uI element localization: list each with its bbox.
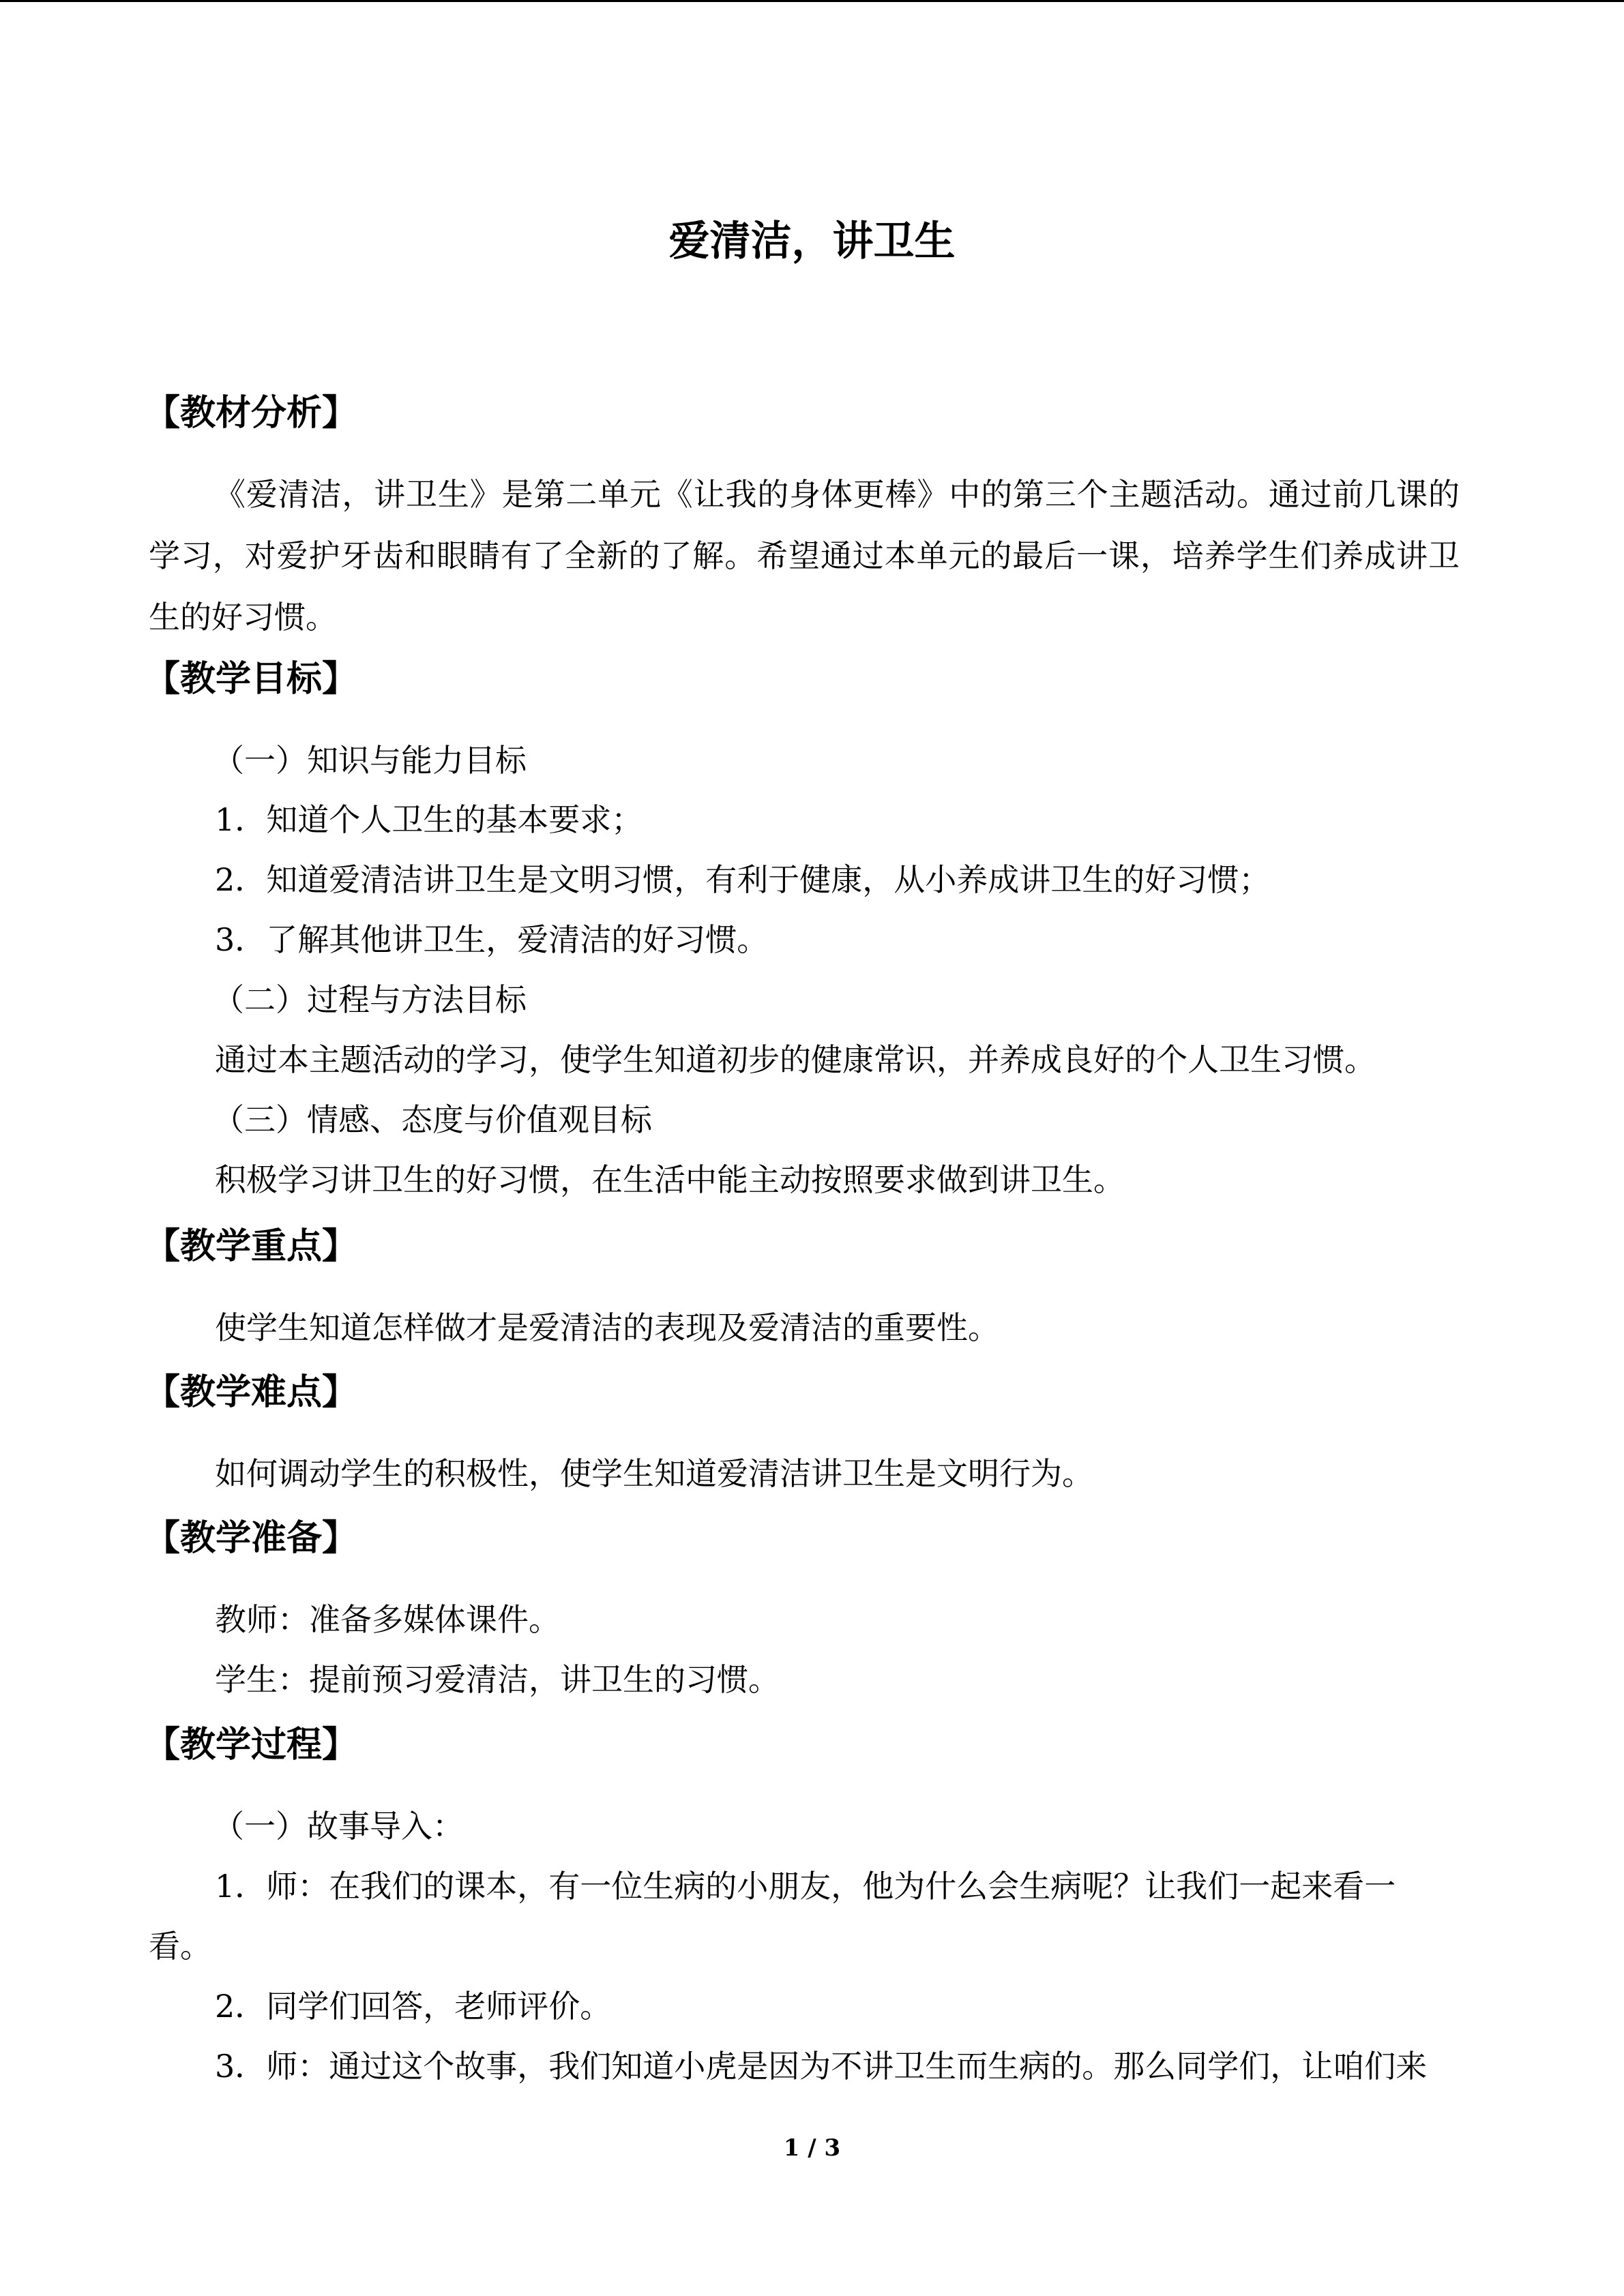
goals-process-text: 通过本主题活动的学习，使学生知道初步的健康常识，并养成良好的个人卫生习惯。: [215, 1041, 1376, 1078]
goals-attitude-text: 积极学习讲卫生的好习惯，在生活中能主动按照要求做到讲卫生。: [215, 1161, 1125, 1198]
page-top-border: [0, 0, 1624, 2]
document-title: 爱清洁，讲卫生: [668, 218, 956, 265]
goals-subheading-attitude: （三）情感、态度与价值观目标: [213, 1101, 652, 1138]
heading-analysis: 【教材分析】: [145, 392, 358, 434]
process-subheading-story: （一）故事导入：: [213, 1808, 464, 1845]
heading-preparation: 【教学准备】: [145, 1517, 358, 1559]
goals-item-1: 1．知道个人卫生的基本要求；: [215, 801, 643, 838]
heading-key-points: 【教学重点】: [145, 1225, 358, 1267]
goals-subheading-knowledge: （一）知识与能力目标: [213, 742, 527, 779]
preparation-student: 学生：提前预习爱清洁，讲卫生的习惯。: [215, 1661, 780, 1698]
goals-item-3: 3．了解其他讲卫生，爱清洁的好习惯。: [215, 921, 769, 958]
process-item-3: 3．师：通过这个故事，我们知道小虎是因为不讲卫生而生病的。那么同学们，让咱们来: [215, 2048, 1428, 2085]
process-item-2: 2．同学们回答，老师评价。: [215, 1988, 612, 2025]
goals-subheading-process: （二）过程与方法目标: [213, 981, 527, 1018]
process-item-1-continued: 看。: [149, 1928, 211, 1965]
page-number: 1 / 3: [783, 2134, 841, 2162]
difficulties-text: 如何调动学生的积极性，使学生知道爱清洁讲卫生是文明行为。: [215, 1455, 1093, 1492]
preparation-teacher: 教师：准备多媒体课件。: [215, 1601, 560, 1638]
analysis-paragraph: 《爱清洁，讲卫生》是第二单元《让我的身体更棒》中的第三个主题活动。通过前几课的学习，对爱护牙齿和眼睛有了全新的了解。希望通过本单元的最后一课，培养学生们养成讲卫生的好习惯。: [149, 476, 1460, 636]
heading-process: 【教学过程】: [145, 1724, 358, 1765]
heading-goals: 【教学目标】: [145, 658, 358, 700]
process-item-1: 1．师：在我们的课本，有一位生病的小朋友，他为什么会生病呢？让我们一起来看一: [215, 1868, 1396, 1905]
heading-difficulties: 【教学难点】: [145, 1371, 358, 1413]
key-points-text: 使学生知道怎样做才是爱清洁的表现及爱清洁的重要性。: [215, 1309, 999, 1346]
goals-item-2: 2．知道爱清洁讲卫生是文明习惯，有利于健康，从小养成讲卫生的好习惯；: [215, 861, 1271, 898]
